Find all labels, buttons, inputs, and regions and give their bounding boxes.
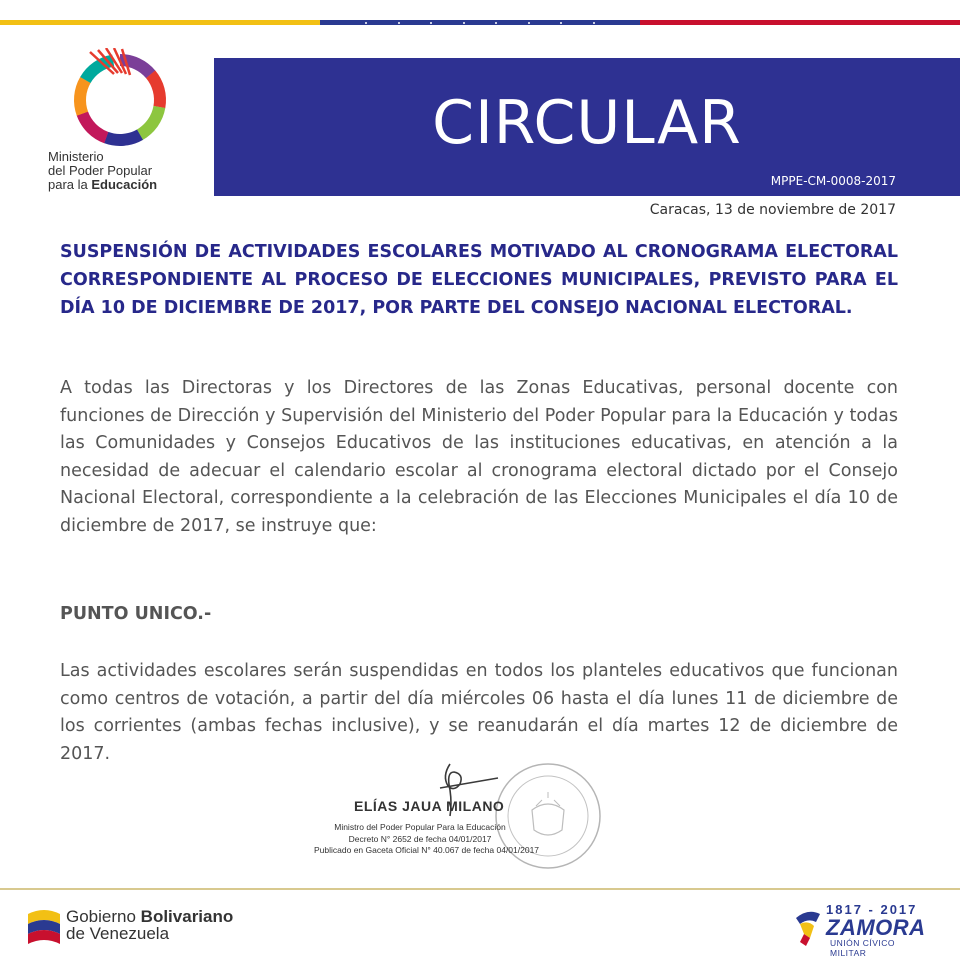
paragraph-point: Las actividades escolares serán suspendidas en todos los planteles educativos que funcionan como centros de votación, a partir del día miércoles 06 hasta el día lunes 11 de diciembre de los corrientes (ambas fechas inclusive), y se reanudarán el día martes 12 de diciembre de 2017. bbox=[60, 661, 898, 764]
zamora-emblem-icon bbox=[790, 904, 826, 948]
reference-code: MPPE-CM-0008-2017 bbox=[770, 174, 896, 188]
paragraph-instruction: A todas las Directoras y los Directores de las Zonas Educativas, personal docente con funciones de Dirección y Supervisión del Ministerio del Poder Popular para la Educación y todas las Comunidades y Consejos Educativos de las instituciones educativas, en atención a la necesidad de adecuar el calendario escolar al cronograma electoral dictado por el Consejo Nacional Electoral, correspondiente a la celebración de las Elecciones Municipales el día 10 de diciembre de 2017, se instruye que: bbox=[60, 378, 898, 536]
circular-banner bbox=[214, 58, 960, 196]
signatory-gazette: Publicado en Gaceta Oficial N° 40.067 de fecha 04/01/2017 bbox=[314, 845, 540, 855]
zamora-subtitle: UNIÓN CÍVICO MILITAR bbox=[830, 938, 896, 958]
signatory-name: ELÍAS JAUA MILANO bbox=[354, 798, 505, 814]
signatory-decree: Decreto N° 2652 de fecha 04/01/2017 bbox=[348, 834, 492, 844]
ministry-line2: del Poder Popular bbox=[48, 163, 153, 178]
zamora-name: ZAMORA bbox=[826, 915, 926, 940]
document-subject: SUSPENSIÓN DE ACTIVIDADES ESCOLARES MOTIVADO AL CRONOGRAMA ELECTORAL CORRESPONDIENTE AL PROCESO DE ELECCIONES MUNICIPALES, PREVISTO PARA EL DÍA 10 DE DICIEMBRE DE 2017, POR PARTE DEL CONSEJO NACIONAL ELECTORAL. bbox=[60, 242, 898, 318]
flag-stripe bbox=[0, 20, 960, 25]
footer-divider bbox=[0, 888, 960, 890]
stripe-yellow bbox=[0, 20, 320, 25]
ministry-line3-bold: Educación bbox=[91, 177, 158, 192]
zamora-years: 1817 - 2017 bbox=[826, 902, 918, 917]
government-name bbox=[66, 908, 233, 942]
ministry-line1: Ministerio bbox=[48, 149, 104, 164]
stripe-blue bbox=[320, 20, 640, 25]
banner-title: CIRCULAR bbox=[432, 88, 742, 158]
zamora-logo bbox=[790, 900, 930, 958]
stripe-stars bbox=[320, 20, 640, 25]
ministry-name bbox=[48, 150, 157, 192]
ministry-emblem-icon bbox=[70, 48, 170, 148]
document-date: Caracas, 13 de noviembre de 2017 bbox=[649, 202, 896, 218]
government-line1-bold: Bolivariano bbox=[140, 907, 234, 926]
government-line2: de Venezuela bbox=[66, 924, 170, 943]
stripe-red bbox=[640, 20, 960, 25]
point-title: PUNTO UNICO.- bbox=[60, 604, 212, 624]
ministry-logo bbox=[46, 48, 206, 198]
signatory-title: Ministro del Poder Popular Para la Educación bbox=[334, 822, 506, 832]
venezuela-flag-icon bbox=[26, 904, 62, 944]
government-line1 bbox=[66, 908, 233, 925]
ministry-line3-prefix: para la bbox=[48, 177, 92, 192]
government-logo bbox=[26, 900, 246, 950]
signature-block bbox=[300, 760, 620, 880]
government-line1-prefix: Gobierno bbox=[66, 907, 141, 926]
ministry-line3 bbox=[48, 178, 157, 192]
